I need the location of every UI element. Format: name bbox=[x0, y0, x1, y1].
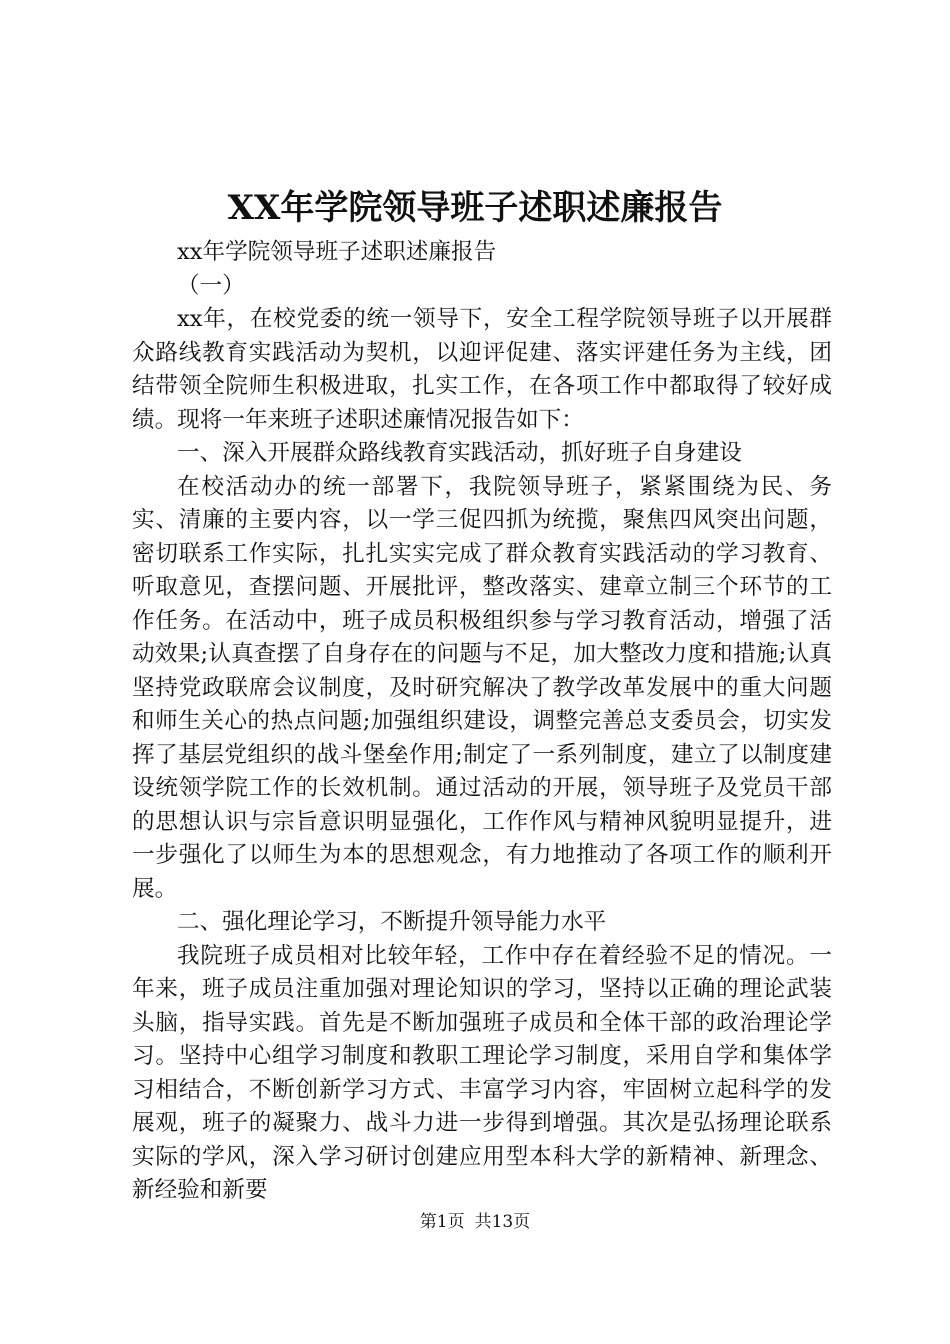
page-footer bbox=[0, 1210, 950, 1234]
paragraph-section-2: 我院班子成员相对比较年轻，工作中存在着经验不足的情况。一年来，班子成员注重加强对理论知识的学习，坚持以正确的理论武装头脑，指导实践。首先是不断加强班子成员和全体干部的政治理论学习。坚持中心组学习制度和教职工理论学习制度，采用自学和集体学习相结合，不断创新学习方式、丰富学习内容，牢固树立起科学的发展观，班子的凝聚力、战斗力进一步得到增强。其次是弘扬理论联系实际的学风，深入学习研讨创建应用型本科大学的新精神、新理念、新经验和新要 bbox=[132, 942, 832, 1203]
paragraph-intro: xx年，在校党委的统一领导下，安全工程学院领导班子以开展群众路线教育实践活动为契机，以迎评促建、落实评建任务为主线，团结带领全院师生积极进取，扎实工作，在各项工作中都取得了较好成绩。现将一年来班子述职述廉情况报告如下： bbox=[132, 306, 832, 433]
document-body bbox=[132, 236, 832, 1208]
document-subtitle: xx年学院领导班子述职述廉报告 bbox=[177, 239, 497, 265]
section-heading-1: 一、深入开展群众路线教育实践活动，抓好班子自身建设 bbox=[177, 440, 742, 466]
part-label: （一） bbox=[177, 272, 245, 299]
page-number: 第1页 bbox=[419, 1212, 465, 1232]
document-title: XX年学院领导班子述职述廉报告 bbox=[227, 188, 723, 228]
paragraph-section-1: 在校活动办的统一部署下，我院领导班子，紧紧围绕为民、务实、清廉的主要内容，以一学三促四抓为统揽，聚焦四风突出问题，密切联系工作实际，扎扎实实完成了群众教育实践活动的学习教育、听取意见，查摆问题、开展批评，整改落实、建章立制三个环节的工作任务。在活动中，班子成员积极组织参与学习教育活动，增强了活动效果;认真查摆了自身存在的问题与不足，加大整改力度和措施;认真坚持党政联席会议制度，及时研究解决了教学改革发展中的重大问题和师生关心的热点问题;加强组织建设，调整完善总支委员会，切实发挥了基层党组织的战斗堡垒作用;制定了一系列制度，建立了以制度建设统领学院工作的长效机制。通过活动的开展，领导班子及党员干部的思想认识与宗旨意识明显强化，工作作风与精神风貌明显提升，进一步强化了以师生为本的思想观念，有力地推动了各项工作的顺利开展。 bbox=[132, 473, 832, 902]
section-heading-2: 二、强化理论学习，不断提升领导能力水平 bbox=[177, 909, 607, 935]
page-total: 共13页 bbox=[474, 1212, 531, 1232]
